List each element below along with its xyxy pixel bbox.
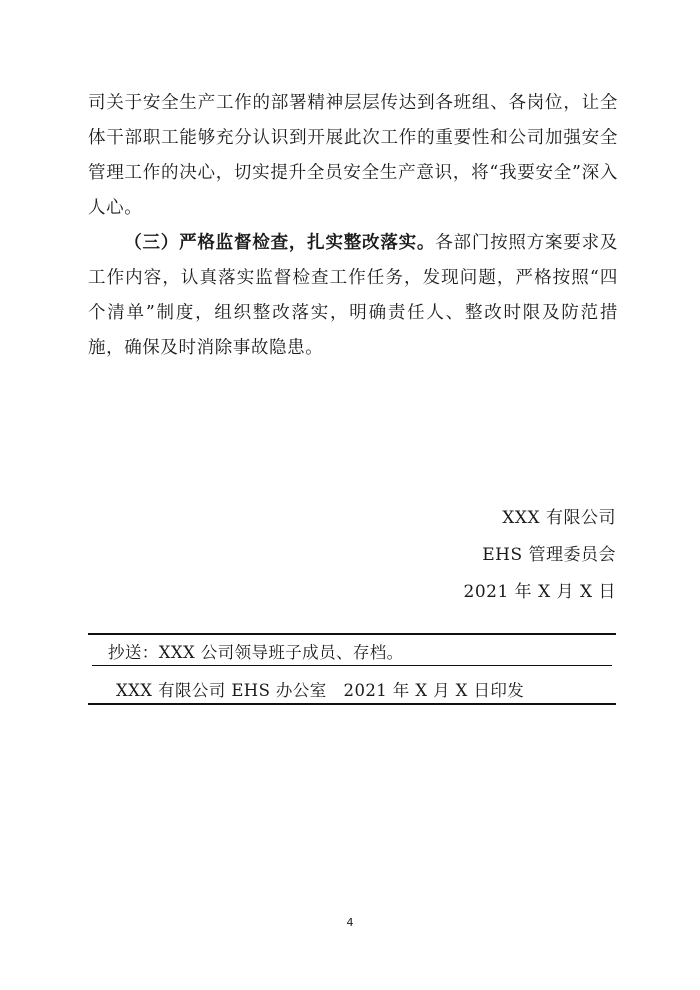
body-paragraph-1: 司关于安全生产工作的部署精神层层传达到各班组、各岗位，让全体干部职工能够充分认识到开展此次工作的重要性和公司加强安全管理工作的决心，切实提升全员安全生产意识，将“我要安全”深入人心。 [88,93,618,218]
page-number: 4 [346,916,354,929]
body-paragraph-2 [88,226,618,366]
section-heading-3: （三）严格监督检查，扎实整改落实。 [124,233,436,253]
signature-date: 2021 年 X 月 X 日 [463,582,616,602]
cc-line: 抄送：XXX 公司领导班子成员、存档。 [108,643,404,662]
issue-line: XXX 有限公司 EHS 办公室 2021 年 X 月 X 日印发 [116,681,525,700]
footer-bottom-rule [88,703,616,705]
signature-committee: EHS 管理委员会 [482,545,616,565]
footer-top-rule [88,633,616,635]
footer-middle-rule [92,665,612,666]
section-3-text: 各部门按照方案要求及工作内容，认真落实监督检查工作任务，发现问题，严格按照“四个清单”制度，组织整改落实，明确责任人、整改时限及防范措施，确保及时消除事故隐患。 [88,233,618,358]
signature-company: XXX 有限公司 [502,508,616,528]
